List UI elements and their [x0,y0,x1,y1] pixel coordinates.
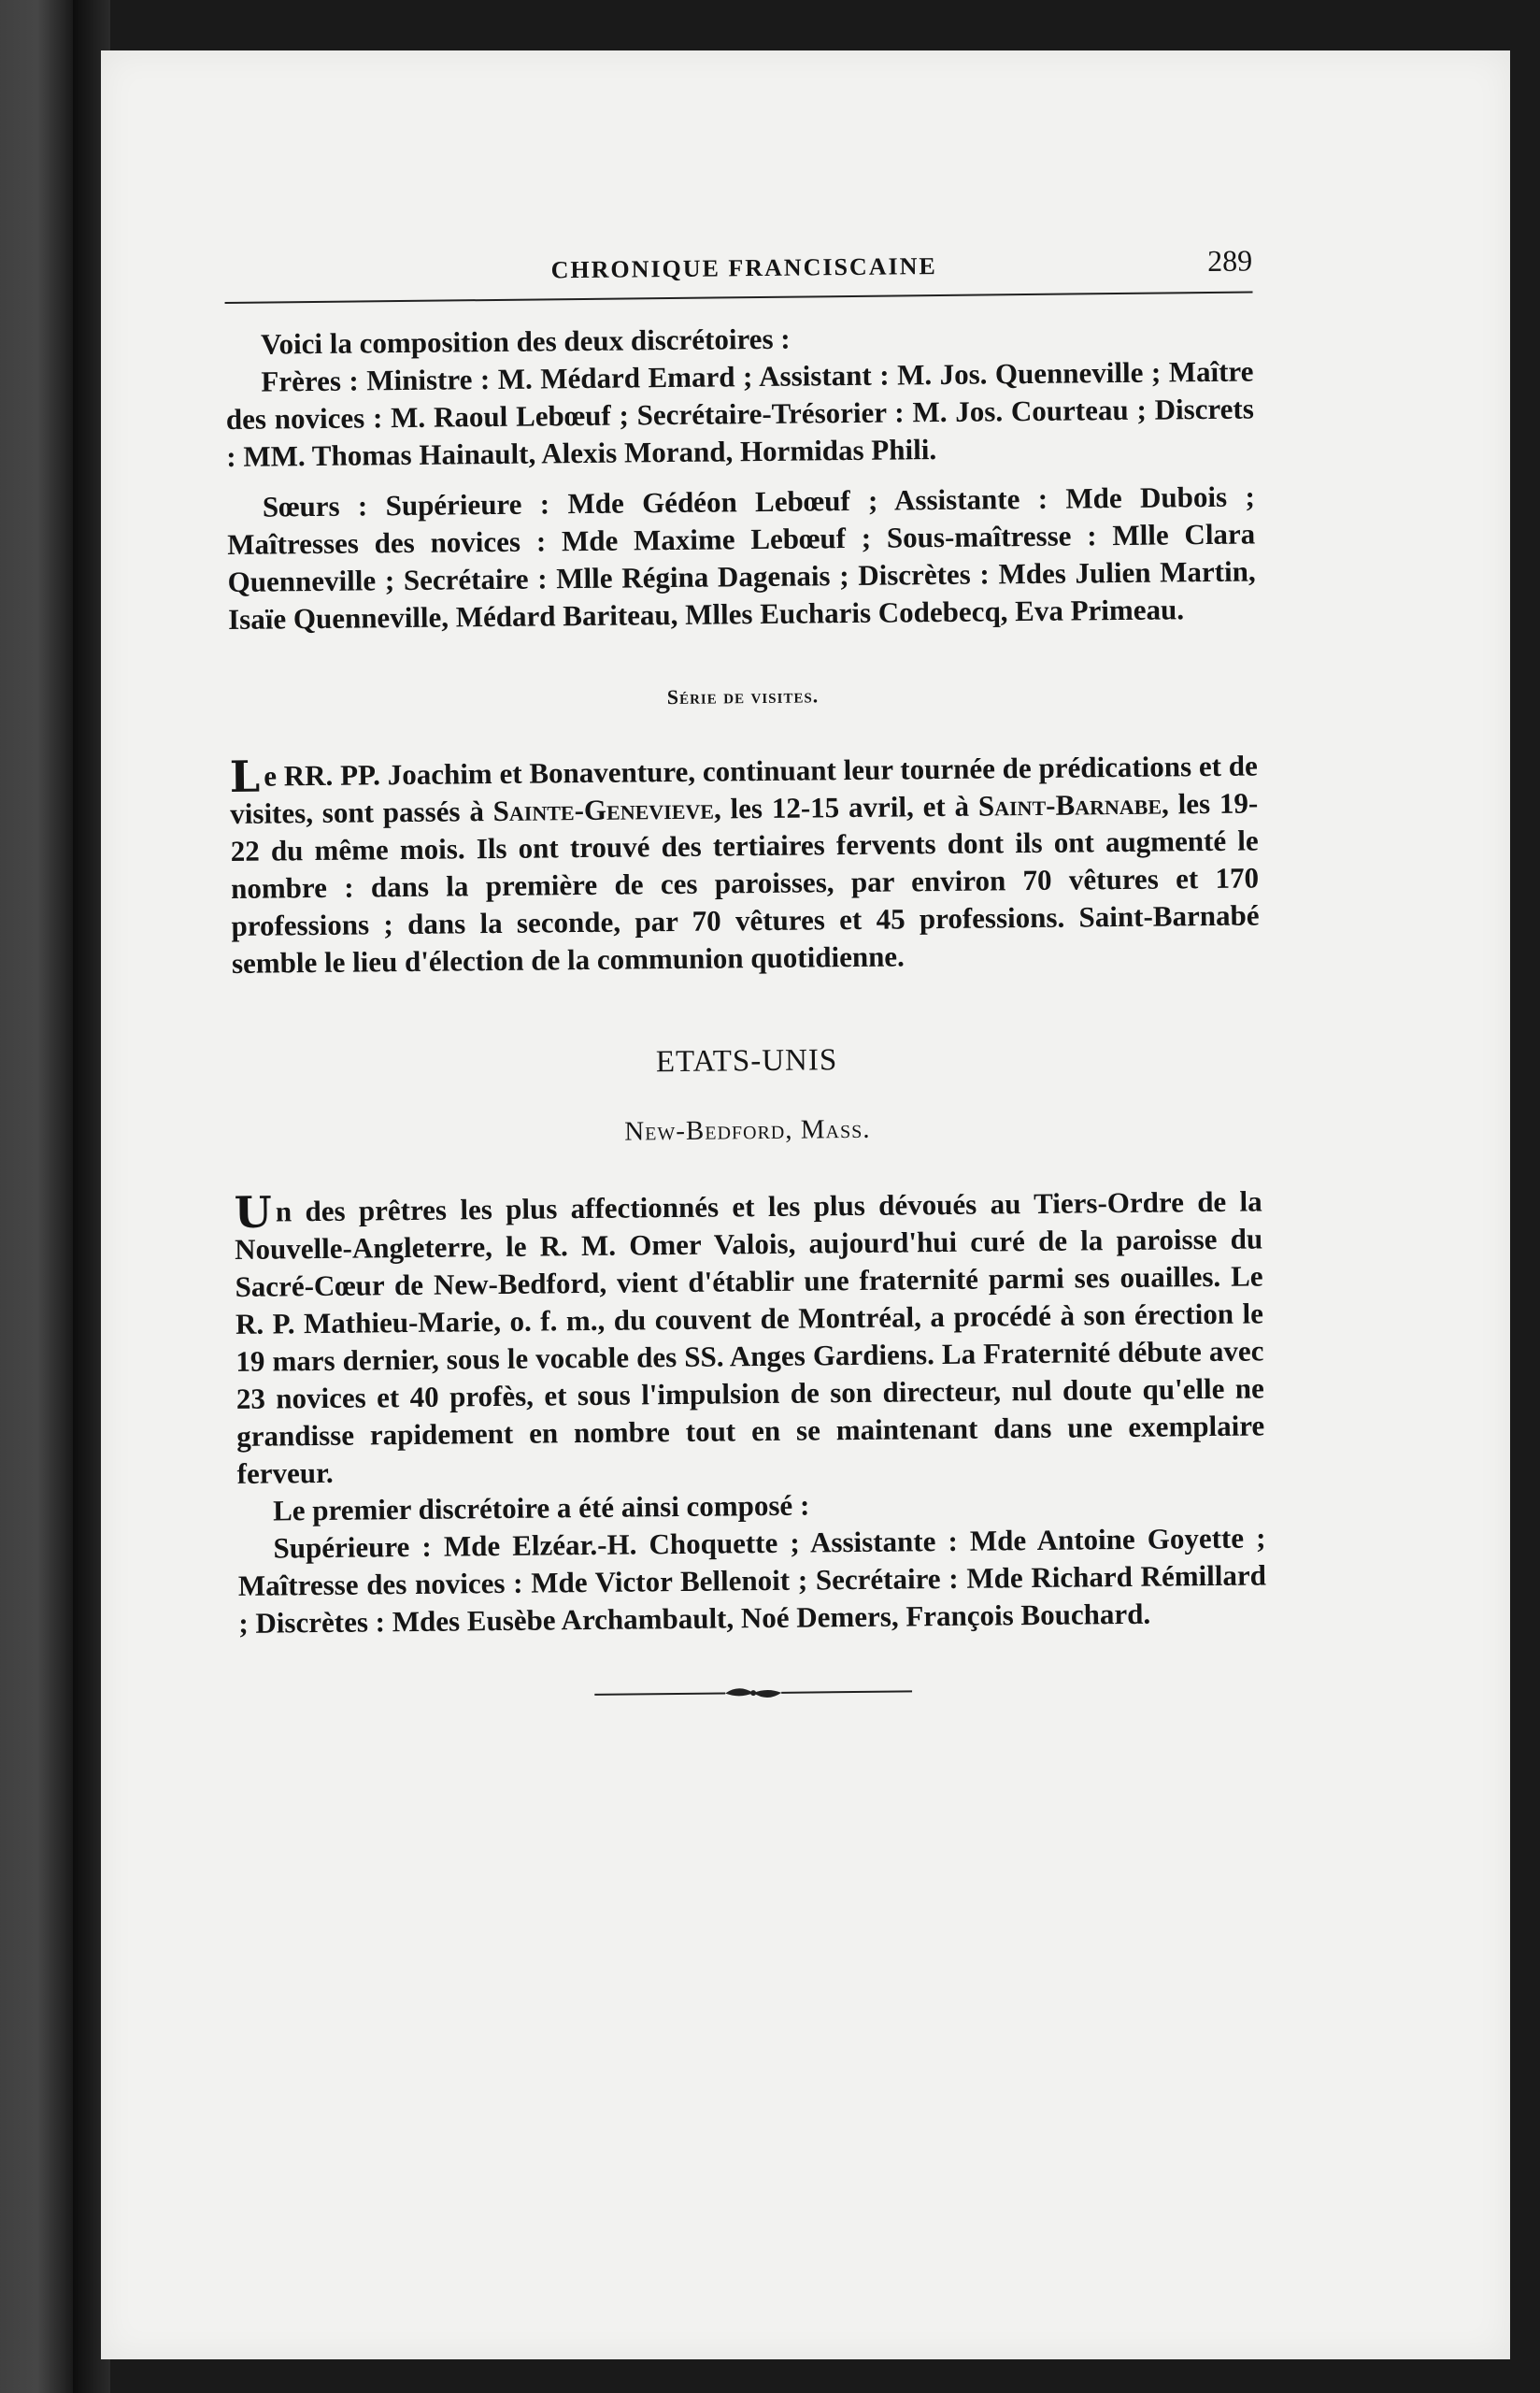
etats-unis-heading: ETATS-UNIS [655,1043,838,1080]
running-title: CHRONIQUE FRANCISCAINE [550,252,937,284]
place-saint-barnabe: Saint-Barnabe [977,787,1162,823]
new-bedford-subheading: New-Bedford, Mass. [624,1113,871,1147]
page-content [224,241,1267,1707]
soeurs-paragraph: Sœurs : Supérieure : Mde Gédéon Lebœuf ; Assistante : Mde Dubois ; Maîtresses des novices : Mde Maxime Lebœuf ; Sous-maîtresse : Mlle Clara Quenneville ; Secrétaire : Mlle Régina Dagenais ; Discrètes : Mdes Julien Martin, Isaïe Quenneville, Médard Bariteau, Mlles Eucharis Codebecq, Eva Primeau. [227,480,1256,636]
new-bedford-text: n des prêtres les plus affectionnés et les plus dévoués au Tiers-Ordre de la Nouvelle-Angleterre, le R. M. Omer Valois, aujourd'hui curé de la paroisse du Sacré-Cœur de New-Bedford, vient d'établir une fraternité parmi ses ouailles. Le R. P. Mathieu-Marie, o. f. m., du couvent de Montréal, a procédé à son érection le 19 mars dernier, sous le vocable des SS. Anges Gardiens. La Fraternité débute avec 23 novices et 40 profès, et sous l'impulsion de son directeur, nul doute qu'elle ne grandisse rapidement en nombre tout en se maintenant dans une exemplaire ferveur. [234,1184,1265,1490]
new-bedford-paragraph [235,1182,1265,1493]
serie-dropcap: L [229,751,261,802]
freres-paragraph: Frères : Ministre : M. Médard Emard ; Assistant : M. Jos. Quenneville ; Maître des novices : M. Raoul Lebœuf ; Secrétaire-Trésorier : M. Jos. Courteau ; Discrets : MM. Thomas Hainault, Alexis Morand, Hormidas Phili. [225,354,1254,473]
serie-text-3: , les 19-22 du même mois. Ils ont trouvé des tertiaires fervents dont ils ont augmenté le nombre : dans la première de ces paroisses, par environ 70 vêtures et 170 professions ; dans la seconde, par 70 vêtures et 45 professions. Saint-Barnabé semble le lieu d'élection de la communion quotidienne. [230,786,1260,980]
fleuron-ornament-icon [594,1682,912,1704]
discretoire-list: Supérieure : Mde Elzéar.-H. Choquette ; Assistante : Mde Antoine Goyette ; Maîtresse des novices : Mde Victor Bellenoit ; Secrétaire : Mde Richard Rémillard ; Discrètes : Mdes Eusèbe Archambault, Noé Demers, François Bouchard. [237,1521,1267,1640]
running-head [224,241,1253,304]
serie-heading: Série de visites. [666,683,820,709]
serie-text-1: e RR. PP. Joachim et Bonaventure, continuant leur tournée de prédications et de visites, sont passés à [230,749,1258,830]
left-page-sliver [0,0,75,2393]
intro-paragraph: Voici la composition des deux discrétoires : [260,322,791,361]
discretoire-intro: Le premier discrétoire a été ainsi composé : [272,1488,810,1527]
running-head-spacer [224,280,280,281]
new-bedford-dropcap: U [234,1186,273,1238]
place-sainte-genevieve: Sainte-Genevieve [492,792,715,828]
serie-paragraph [230,747,1260,982]
page-number: 289 [1206,243,1253,278]
serie-text-2: , les 12-15 avril, et à [713,789,979,825]
